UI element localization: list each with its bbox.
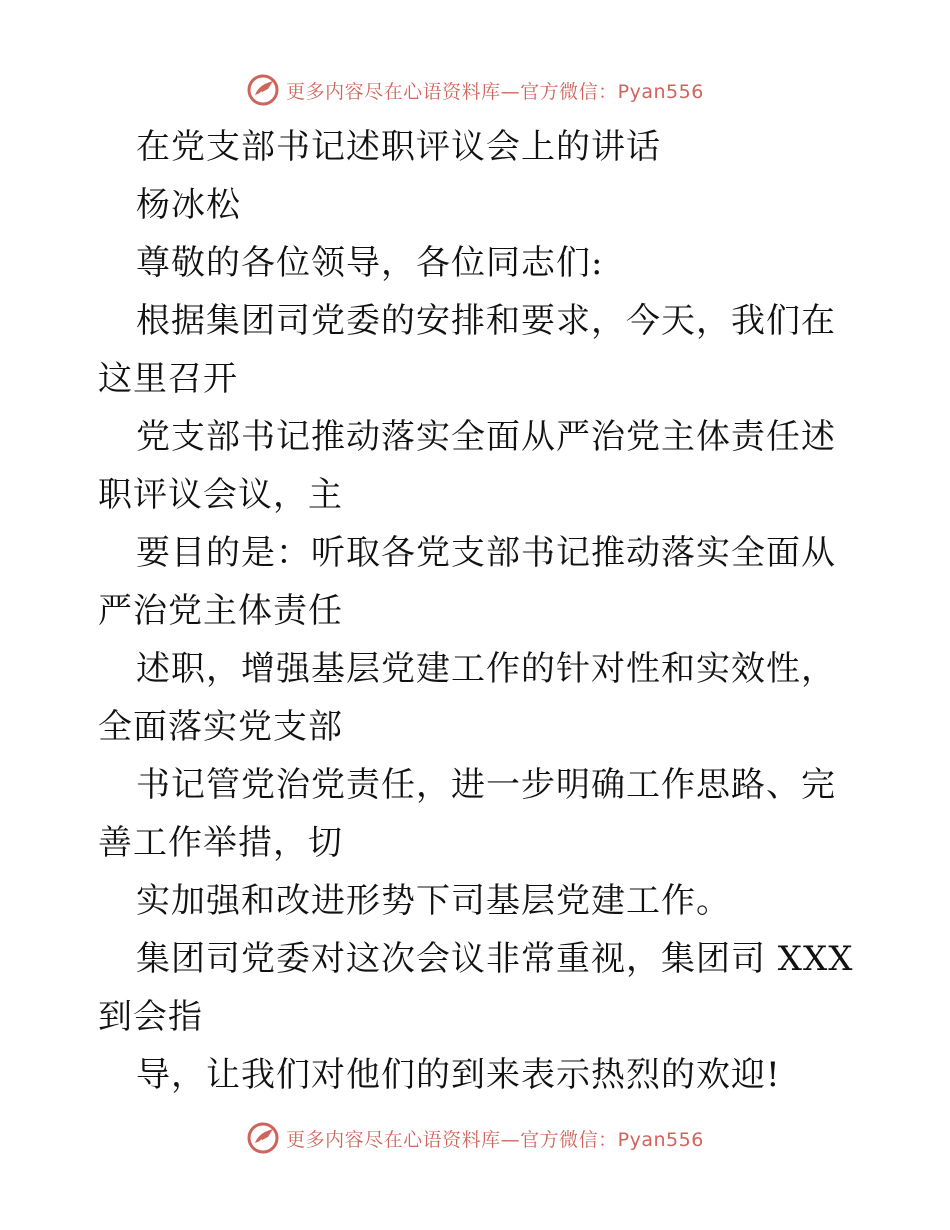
logo-icon [246, 1121, 280, 1155]
footer-watermark-banner [0, 1118, 950, 1158]
paragraph-line: 集团司党委对这次会议非常重视，集团司 XXX 到会指 [98, 939, 854, 1037]
paragraph-line: 党支部书记推动落实全面从严治党主体责任述职评议会议，主 [98, 417, 836, 515]
paragraph-line: 根据集团司党委的安排和要求，今天，我们在这里召开 [98, 301, 836, 399]
document-author: 杨冰松 [136, 185, 241, 225]
watermark-text: 更多内容尽在心语资料库—官方微信：Pyan556 [286, 1128, 704, 1151]
document-title: 在党支部书记述职评议会上的讲话 [136, 127, 661, 167]
watermark-text: 更多内容尽在心语资料库—官方微信：Pyan556 [286, 80, 704, 103]
paragraph-line: 实加强和改进形势下司基层党建工作。 [136, 881, 731, 921]
paragraph-line: 尊敬的各位领导，各位同志们: [136, 243, 604, 283]
logo-icon [246, 73, 280, 107]
paragraph-line: 导，让我们对他们的到来表示热烈的欢迎! [136, 1055, 781, 1095]
paragraph-line: 述职，增强基层党建工作的针对性和实效性，全面落实党支部 [98, 649, 836, 747]
header-watermark-banner [0, 70, 950, 110]
paragraph-line: 要目的是：听取各党支部书记推动落实全面从严治党主体责任 [98, 533, 836, 631]
paragraph-line: 书记管党治党责任，进一步明确工作思路、完善工作举措，切 [98, 765, 836, 863]
document-body [98, 118, 858, 1104]
